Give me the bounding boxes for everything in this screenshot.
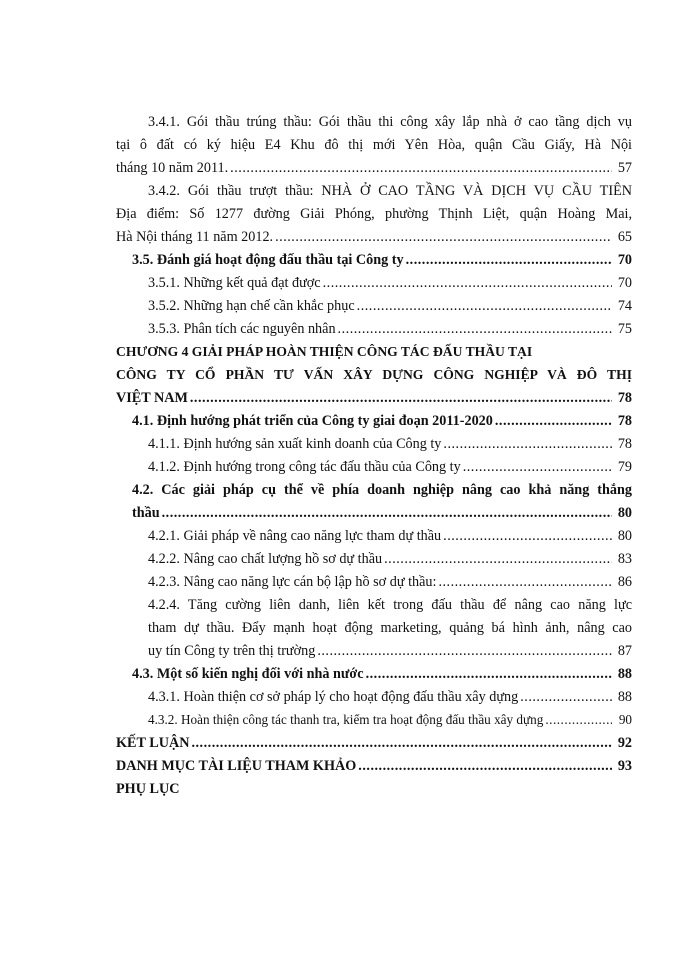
toc-page-number: 86 (617, 574, 632, 590)
toc-3-4-1-line3: tháng 10 năm 2011. (116, 160, 229, 176)
toc-4-2-3[interactable]: 4.2.3. Nâng cao năng lực cán bộ lập hồ sơ dự thầu: ..... 86 (148, 571, 632, 593)
toc-chapter-4-line2: CÔNG TY CỔ PHẦN TƯ VẤN XÂY DỰNG CÔNG NGHIỆP VÀ ĐÔ THỊ (116, 367, 632, 382)
toc-page-number: 57 (617, 160, 632, 176)
toc-3-4-2-line2: Địa điểm: Số 1277 đường Giải Phóng, phường Thịnh Liệt, quận Hoàng Mai, (116, 206, 632, 222)
toc-page-number: 74 (617, 298, 632, 314)
toc-3-4-2-line3: Hà Nội tháng 11 năm 2012. (116, 229, 274, 245)
toc-page-number: 90 (618, 712, 632, 727)
toc-4-1[interactable]: 4.1. Định hướng phát triển của Công ty giai đoạn 2011-2020 ..... 78 (132, 410, 632, 432)
toc-chapter-4-line1: CHƯƠNG 4 GIẢI PHÁP HOÀN THIỆN CÔNG TÁC ĐẤU THẦU TẠI (116, 344, 533, 359)
toc-danh-muc[interactable]: DANH MỤC TÀI LIỆU THAM KHẢO ..... 93 (116, 755, 632, 777)
toc-3-5[interactable]: 3.5. Đánh giá hoạt động đấu thầu tại Công ty ..... 70 (132, 249, 632, 271)
toc-4-3-2[interactable]: 4.3.2. Hoàn thiện công tác thanh tra, kiểm tra hoạt động đấu thầu xây dựng ..... 90 (148, 709, 632, 731)
toc-page-number: 78 (617, 413, 632, 429)
toc-page-number: 80 (617, 528, 632, 544)
toc-3-5-3[interactable]: 3.5.3. Phân tích các nguyên nhân ..... 75 (148, 318, 632, 340)
toc-page-number: 75 (617, 321, 632, 337)
toc-3-4-1-line1: 3.4.1. Gói thầu trúng thầu: Gói thầu thi công xây lắp nhà ở cao tầng dịch vụ (148, 114, 632, 130)
toc-4-2-4[interactable]: uy tín Công ty trên thị trường ..... 87 (148, 640, 632, 662)
toc-4-1-2[interactable]: 4.1.2. Định hướng trong công tác đấu thầu của Công ty ..... 79 (148, 456, 632, 478)
toc-4-2-1[interactable]: 4.2.1. Giải pháp về nâng cao năng lực tham dự thầu ..... 80 (148, 525, 632, 547)
toc-page-number: 65 (617, 229, 632, 245)
toc-4-3[interactable]: 4.3. Một số kiến nghị đối với nhà nước ..... 88 (132, 663, 632, 685)
toc-3-4-2[interactable] (116, 226, 632, 248)
toc-page-number: 80 (617, 505, 632, 521)
toc-3-5-2[interactable]: 3.5.2. Những hạn chế cần khắc phục ..... 74 (148, 295, 632, 317)
toc-page-number: 78 (617, 390, 632, 406)
toc-4-2[interactable]: thầu ..... 80 (132, 502, 632, 524)
toc-4-3-1[interactable]: 4.3.1. Hoàn thiện cơ sở pháp lý cho hoạt động đấu thầu xây dựng ..... 88 (148, 686, 632, 708)
toc-page-number: 79 (617, 459, 632, 475)
toc-4-1-1[interactable]: 4.1.1. Định hướng sản xuất kinh doanh của Công ty ..... 78 (148, 433, 632, 455)
toc-4-2-4-line1: 4.2.4. Tăng cường liên danh, liên kết trong đấu thầu để nâng cao năng lực (148, 597, 632, 613)
toc-3-4-1-line2: tại ô đất có ký hiệu E4 Khu đô thị mới Yên Hòa, quận Cầu Giấy, Hà Nội (116, 137, 632, 153)
toc-page-number: 93 (617, 758, 632, 774)
toc-page-number: 92 (617, 735, 632, 751)
toc-ket-luan[interactable]: KẾT LUẬN ..... 92 (116, 732, 632, 754)
toc-3-4-1[interactable] (116, 157, 632, 179)
toc-page-number: 83 (617, 551, 632, 567)
toc-3-5-1[interactable]: 3.5.1. Những kết quả đạt được ..... 70 (148, 272, 632, 294)
toc-page-number: 87 (617, 643, 632, 659)
toc-4-2-2[interactable]: 4.2.2. Nâng cao chất lượng hồ sơ dự thầu ..... 83 (148, 548, 632, 570)
toc-phu-luc[interactable]: PHỤ LỤC (116, 781, 180, 797)
toc-page-number: 70 (617, 275, 632, 291)
toc-4-2-line1: 4.2. Các giải pháp cụ thể về phía doanh nghiệp nâng cao khả năng thắng (132, 482, 632, 498)
toc-4-2-4-line2: tham dự thầu. Đẩy mạnh hoạt động marketing, quảng bá hình ảnh, nâng cao (148, 620, 632, 636)
toc-chapter-4[interactable]: VIỆT NAM ..... 78 (116, 387, 632, 409)
toc-page-number: 88 (617, 689, 632, 705)
toc-3-4-2-line1: 3.4.2. Gói thầu trượt thầu: NHÀ Ở CAO TẦNG VÀ DỊCH VỤ CẦU TIÊN (148, 183, 632, 199)
toc-page-number: 78 (617, 436, 632, 452)
toc-page-number: 88 (617, 666, 632, 682)
toc-page-number: 70 (617, 252, 632, 268)
